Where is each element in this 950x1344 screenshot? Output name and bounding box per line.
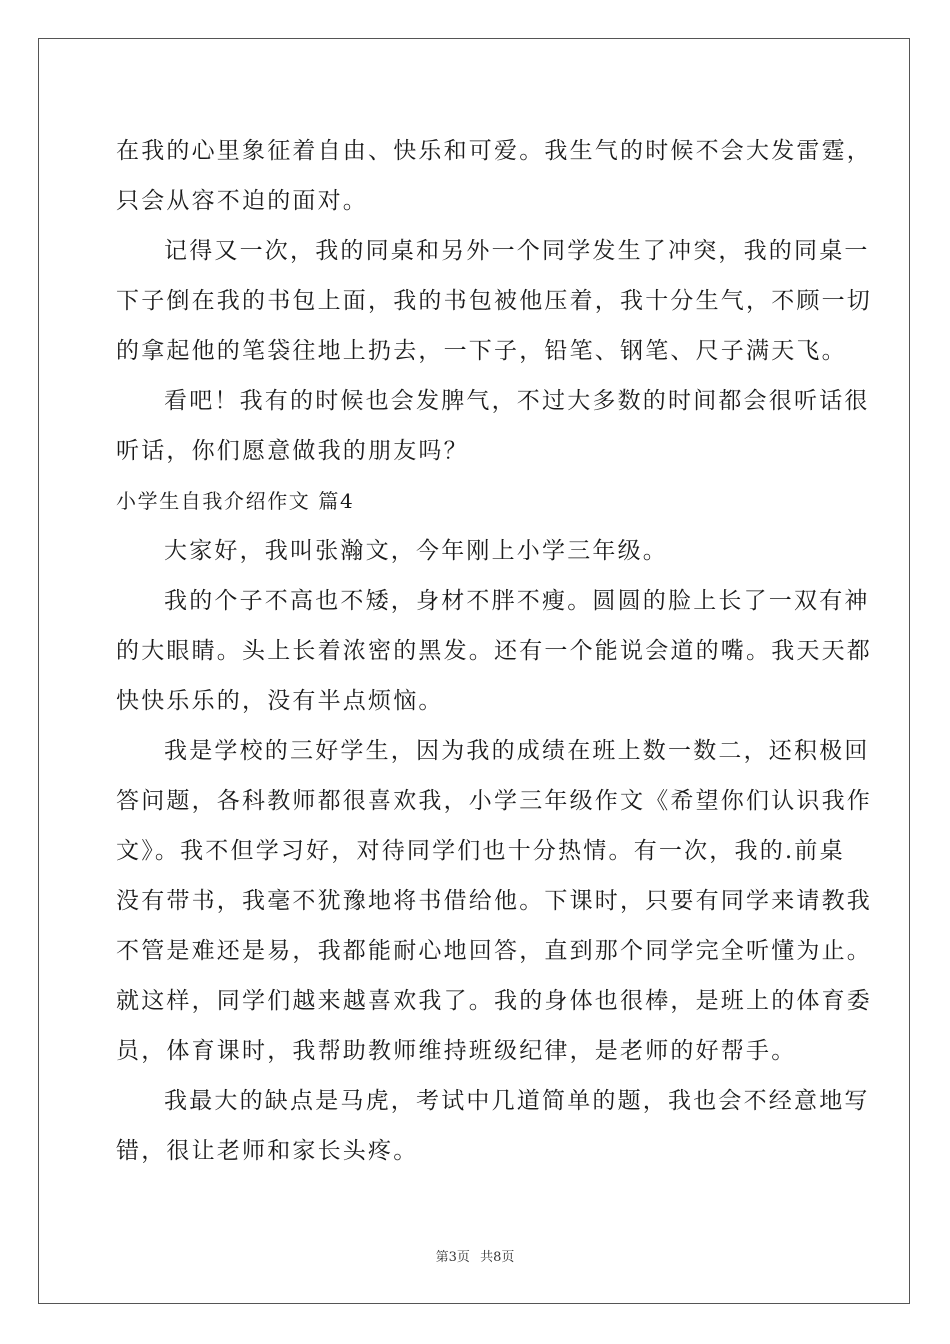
text-line: 文》。我不但学习好，对待同学们也十分热情。有一次，我的.前桌 (116, 838, 845, 864)
text-line: 员，体育课时，我帮助教师维持班级纪律，是老师的好帮手。 (116, 1038, 797, 1064)
text-line: 答问题，各科教师都很喜欢我，小学三年级作文《希望你们认识我作 (116, 788, 872, 814)
text-line: 不管是难还是易，我都能耐心地回答，直到那个同学完全听懂为止。 (116, 938, 872, 964)
page-total: 共8页 (480, 1250, 515, 1265)
text-line: 错，很让老师和家长头疼。 (116, 1138, 419, 1164)
page-footer (0, 1246, 950, 1265)
document-body (116, 126, 872, 1176)
text-line: 的拿起他的笔袋往地上扔去，一下子，铅笔、钢笔、尺子满天飞。 (116, 338, 847, 364)
text-line: 我是学校的三好学生，因为我的成绩在班上数一数二，还积极回 (164, 738, 870, 764)
text-line: 我最大的缺点是马虎，考试中几道简单的题，我也会不经意地写 (164, 1088, 870, 1114)
text-line: 快快乐乐的，没有半点烦恼。 (116, 688, 444, 714)
text-line: 在我的心里象征着自由、快乐和可爱。我生气的时候不会大发雷霆， (116, 138, 872, 164)
text-line: 我的个子不高也不矮，身材不胖不瘦。圆圆的脸上长了一双有神 (164, 588, 870, 614)
page-number: 第3页 (435, 1250, 470, 1265)
text-line: 大家好，我叫张瀚文，今年刚上小学三年级。 (164, 538, 668, 564)
text-line: 下子倒在我的书包上面，我的书包被他压着，我十分生气，不顾一切 (116, 288, 872, 314)
text-line: 就这样，同学们越来越喜欢我了。我的身体也很棒，是班上的体育委 (116, 988, 872, 1014)
text-line: 记得又一次，我的同桌和另外一个同学发生了冲突，我的同桌一 (164, 238, 870, 264)
section-heading: 小学生自我介绍作文 篇4 (116, 489, 355, 513)
text-line: 看吧！我有的时候也会发脾气，不过大多数的时间都会很听话很 (164, 388, 870, 414)
text-line: 没有带书，我毫不犹豫地将书借给他。下课时，只要有同学来请教我 (116, 888, 872, 914)
text-line: 的大眼睛。头上长着浓密的黑发。还有一个能说会道的嘴。我天天都 (116, 638, 872, 664)
text-line: 只会从容不迫的面对。 (116, 188, 368, 214)
text-line: 听话，你们愿意做我的朋友吗？ (116, 438, 469, 464)
